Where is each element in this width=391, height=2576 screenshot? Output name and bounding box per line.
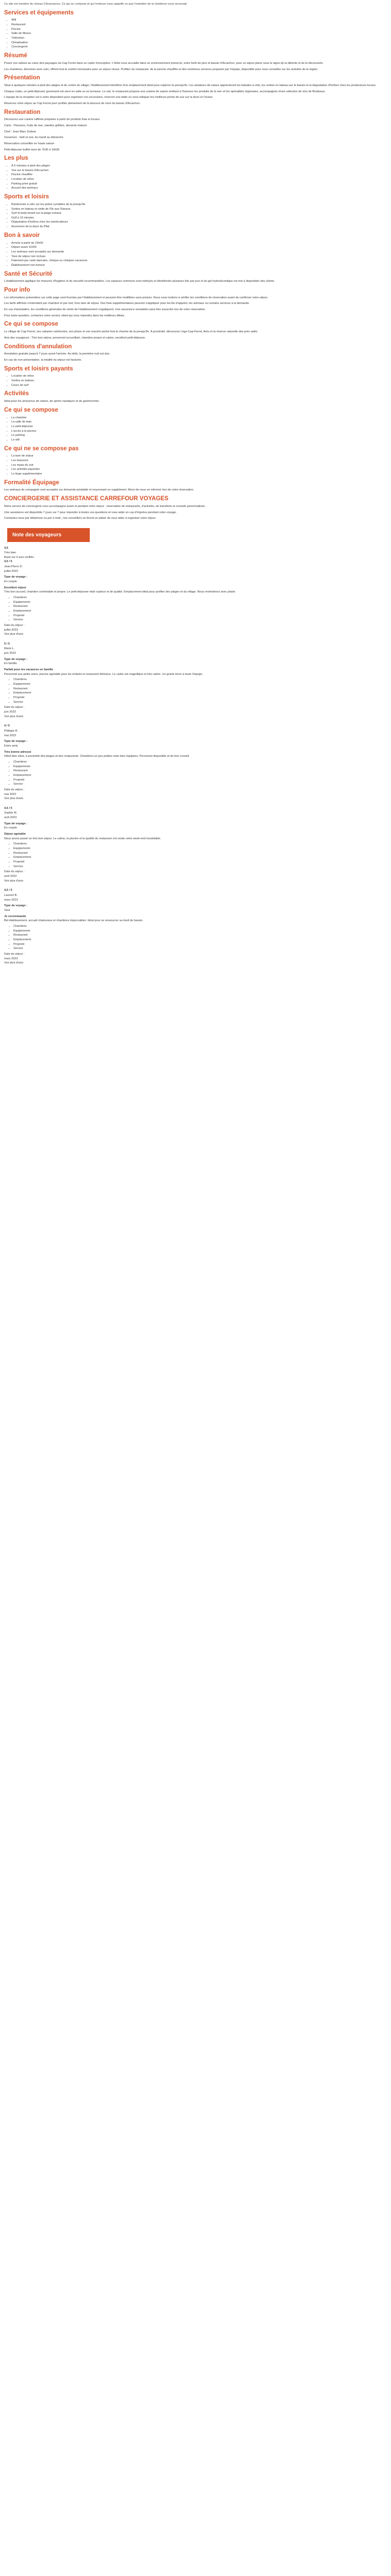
section-list — [4, 374, 387, 387]
section-paragraph: En cas d'annulation, les conditions générales de vente de l'établissement s'appliquent. Une assurance annulation peut être souscrite lors de votre réservation. — [4, 308, 206, 312]
section-title: CONCIERGERIE ET ASSISTANCE CARREFOUR VOYAGES — [4, 496, 169, 502]
review-criteria — [4, 842, 387, 869]
review-text: Très bon accueil, chambre confortable et propre. Le petit-déjeuner était copieux et de qualité. Emplacement idéal pour profiter des plages et du village. Nous reviendrons avec plaisir. — [4, 590, 236, 594]
review-criteria — [4, 924, 387, 951]
review-text: Nous avons passé un très bon séjour. Le calme, la piscine et la qualité du restaurant ont rendu notre week-end inoubliable. — [4, 837, 161, 840]
section-list-item: • Vue sur le bassin d'Arcachon — [11, 168, 387, 173]
section-title: Restauration — [4, 109, 41, 115]
section-paragraph: Contactez-nous par téléphone ou par e-mail ; nos conseillers se feront un plaisir de vous aider à organiser votre séjour. — [4, 517, 156, 520]
review-trip-type: Entre amis — [4, 744, 18, 748]
review — [4, 724, 387, 801]
section-list — [4, 202, 387, 229]
review-stay-date: mai 2023 — [4, 792, 17, 796]
review-text: Personnel aux petits soins, piscine agréable pour les enfants et restaurant délicieux. Le cadre est magnifique et très calme. Un grand merci à toute l'équipe. — [4, 672, 203, 676]
section-list-item: • Sorties en bateau — [11, 379, 387, 383]
review-stay-date: juillet 2023 — [4, 628, 18, 632]
section-list-item: • Conciergerie — [11, 45, 387, 49]
section-list-item: • La salle de bain — [11, 420, 387, 425]
section-list-item: • La taxe de séjour — [11, 454, 387, 459]
section-list-item: • Parking privé gratuit — [11, 182, 387, 187]
review-rating: 5 / 5 — [4, 642, 10, 646]
section-list-item: • Arrivée à partir de 15h00 — [11, 241, 387, 246]
section-paragraph: Carte : Poissons, fruits de mer, viandes grillées, desserts maison — [4, 124, 87, 128]
review-criterion: ▪ Chambres — [13, 924, 387, 929]
section-list-item: • Piscine — [11, 27, 387, 32]
review-author: Jean-Pierre D. — [4, 565, 23, 568]
section-paragraph: L'établissement applique les mesures d'hygiène et de sécurité recommandées. Les espaces communs sont nettoyés et désinfectés plusieurs fois par jour et du gel hydroalcoolique est mis à disposition des clients. — [4, 280, 275, 283]
review-criterion: ▪ Service — [13, 946, 387, 951]
section-list-item: • Départ avant 11h00 — [11, 245, 387, 250]
review-criterion: ▪ Emplacement — [13, 855, 387, 860]
review-more-link[interactable]: Voir plus d'avis — [4, 961, 24, 965]
review-stay-date: mars 2023 — [4, 957, 18, 960]
section-paragraph: Les chambres, décorées avec soin, offrent tout le confort nécessaire pour un séjour réussi. Profitez du restaurant, de la piscine chauffée et des nombreux services proposés par l'équipe, disponible pour vous conseiller sur les activités de la région. — [4, 67, 318, 71]
review-criterion: ▪ Restaurant — [13, 769, 387, 773]
review-title: Séjour agréable — [4, 833, 26, 836]
section-list-item: • Surf et body-board sur la plage océane — [11, 211, 387, 216]
review — [4, 642, 387, 719]
review-stay-date: avril 2023 — [4, 875, 17, 878]
section-list-item: • Wifi — [11, 18, 387, 23]
section-list-item: • Cours de surf — [11, 383, 387, 388]
section-title: Activités — [4, 391, 29, 397]
review-rating: 4,5 / 5 — [4, 560, 12, 564]
section-paragraph: Une assistance est disponible 7 jours sur 7 pour répondre à toutes vos questions et vous aider en cas d'imprévu pendant votre voyage. — [4, 511, 177, 514]
section-list-item: • Les animaux sont acceptés sur demande — [11, 250, 387, 255]
review-criterion: ▪ Propreté — [13, 778, 387, 783]
review-text: Hôtel bien situé, à proximité des plages et des restaurants. Chambres un peu petites mais bien équipées. Personnel disponible et de bon conseil. — [4, 755, 190, 758]
review-criteria — [4, 760, 387, 787]
section-list-item: • Restaurant — [11, 23, 387, 27]
section-paragraph: Découvrez une cuisine raffinée préparée à partir de produits frais et locaux. — [4, 118, 101, 122]
review-criterion: ▪ Restaurant — [13, 687, 387, 691]
review-trip-type: Seul — [4, 908, 10, 912]
review-author: Philippe R. — [4, 729, 19, 733]
section-paragraph: Les animaux de compagnie sont acceptés sur demande préalable et moyennant un supplément. Merci de nous en informer lors de votre réservation. — [4, 488, 194, 492]
review-more-link[interactable]: Voir plus d'avis — [4, 715, 24, 718]
review-author: Laurent B. — [4, 893, 18, 897]
review-more-link[interactable]: Voir plus d'avis — [4, 797, 24, 801]
section-paragraph: Chef : Jean-Marc Dubois — [4, 130, 36, 133]
section-paragraph: Idéal pour les amoureux de nature, de sports nautiques et de gastronomie. — [4, 400, 100, 403]
review-criterion: ▪ Équipements — [13, 682, 387, 687]
review-criterion: ▪ Restaurant — [13, 604, 387, 609]
section-list-item: • Golf à 15 minutes — [11, 216, 387, 221]
review-criterion: ▪ Emplacement — [13, 691, 387, 696]
section-list-item: • Piscine chauffée — [11, 173, 387, 177]
review-criterion: ▪ Service — [13, 700, 387, 705]
section-paragraph: Annulation gratuite jusqu'à 7 jours avant l'arrivée. Au-delà, la première nuit est due. — [4, 352, 110, 356]
section-paragraph: Les informations présentées sur cette page sont fournies par l'établissement et peuvent être modifiées sans préavis. Nous vous invitons à vérifier les conditions de réservation avant de confirmer votre séjour. — [4, 296, 268, 299]
section-list-item: • Établissement non-fumeur — [11, 263, 387, 268]
review-criterion: ▪ Chambres — [13, 596, 387, 600]
review-criterion: ▪ Chambres — [13, 760, 387, 765]
review-criterion: ▪ Restaurant — [13, 933, 387, 938]
review-date: juillet 2023 — [4, 569, 18, 573]
review-criteria — [4, 677, 387, 704]
review-criterion: ▪ Service — [13, 618, 387, 622]
section-paragraph: Avis des voyageurs : Très bon séjour, personnel accueillant, chambre propre et calme, excellent petit-déjeuner. — [4, 336, 146, 340]
section-list-item: • Location de vélos — [11, 374, 387, 379]
section-title: Les plus — [4, 155, 28, 162]
section-list-item: • À 5 minutes à pied des plages — [11, 164, 387, 168]
section-list — [4, 454, 387, 476]
notes-banner: Note des voyageurs — [7, 528, 90, 543]
review-text: Bel établissement, accueil chaleureux et chambres impeccables. Idéal pour se ressourcer au bord du bassin. — [4, 919, 143, 923]
review-title: Je recommande — [4, 914, 26, 918]
section-list-item: • Dégustation d'huîtres chez les ostréiculteurs — [11, 220, 387, 225]
section-list-item: • Accueil des animaux — [11, 186, 387, 191]
section-list-item: • Sorties en bateau et visite de l'île aux Oiseaux — [11, 207, 387, 212]
section-list-item: • Ascension de la dune du Pilat — [11, 225, 387, 229]
review-trip-label: Type de voyage : — [4, 904, 27, 908]
reviews-summary — [4, 546, 387, 560]
review-criterion: ▪ Équipements — [13, 765, 387, 769]
section-paragraph: L'équipe de la réception est à votre disposition pour organiser vos excursions, réserver une table ou vous indiquer les meilleurs points de vue sur la dune et l'océan. — [4, 96, 214, 99]
section-list-item: • Les activités payantes — [11, 467, 387, 472]
reviews-summary-rating: 4,5 — [4, 547, 8, 550]
section-list-item: • Salle de fitness — [11, 31, 387, 36]
review-trip-label: Type de voyage : — [4, 740, 27, 743]
review-criterion: ▪ Emplacement — [13, 773, 387, 778]
review-criterion: ▪ Emplacement — [13, 609, 387, 614]
review-author: Marie L. — [4, 647, 15, 651]
section-list-item: • Le wifi — [11, 438, 387, 443]
review-criterion: ▪ Propreté — [13, 860, 387, 865]
review — [4, 560, 387, 637]
review-criterion: ▪ Équipements — [13, 929, 387, 934]
reviews-summary-text: Basé sur 6 avis vérifiés — [4, 555, 34, 559]
review-criterion: ▪ Service — [13, 865, 387, 869]
review — [4, 888, 387, 965]
review-trip-type: En famille — [4, 662, 17, 666]
review-trip-label: Type de voyage : — [4, 575, 27, 579]
review-criterion: ▪ Chambres — [13, 677, 387, 682]
section-paragraph: Les tarifs affichés s'entendent par chambre et par nuit, hors taxe de séjour. Des frais supplémentaires peuvent s'appliquer pour les lits d'appoint, les animaux ou certains services à la demande. — [4, 302, 250, 306]
review-date: mai 2023 — [4, 734, 17, 737]
review-criterion: ▪ Chambres — [13, 842, 387, 846]
review-trip-label: Type de voyage : — [4, 657, 27, 661]
section-list — [4, 164, 387, 191]
section-title: Sports et loisirs payants — [4, 365, 73, 372]
review-stay-label: Date du séjour : — [4, 706, 25, 709]
section-list — [4, 416, 387, 443]
section-list-item: • Location de vélos — [11, 177, 387, 182]
review-stay-label: Date du séjour : — [4, 788, 25, 791]
review-criterion: ▪ Équipements — [13, 600, 387, 605]
section-title: Ce qui se compose — [4, 406, 58, 413]
sections — [4, 10, 387, 521]
review — [4, 806, 387, 884]
section-paragraph: Ouverture : midi et soir, du mardi au dimanche — [4, 136, 63, 140]
section-paragraph: En cas de non-présentation, la totalité du séjour est facturée. — [4, 358, 82, 362]
review-date: juin 2023 — [4, 652, 16, 655]
review-criteria — [4, 596, 387, 622]
section-title: Conditions d'annulation — [4, 343, 72, 350]
review-stay-label: Date du séjour : — [4, 870, 25, 874]
section-paragraph: Réservation conseillée en haute saison — [4, 142, 55, 145]
review-title: Excellent séjour — [4, 586, 26, 589]
section-paragraph: Petit-déjeuner buffet servi de 7h30 à 10h30 — [4, 148, 60, 151]
review-more-link[interactable]: Voir plus d'avis — [4, 633, 24, 636]
review-title: Parfait pour les vacances en famille — [4, 668, 53, 672]
section-list-item: • Le linge supplémentaire — [11, 472, 387, 477]
section-title: Résumé — [4, 53, 27, 59]
section-title: Formalité Équipage — [4, 479, 59, 486]
review-title: Très bonne adresse — [4, 750, 31, 754]
review-rating: 4 / 5 — [4, 724, 10, 728]
review-criterion: ▪ Emplacement — [13, 938, 387, 942]
review-trip-type: En couple — [4, 580, 17, 583]
review-date: mars 2023 — [4, 898, 18, 902]
section-list-item: • Taxe de séjour non incluse — [11, 255, 387, 259]
review-rating: 4,5 / 5 — [4, 889, 12, 892]
review-rating: 4,5 / 5 — [4, 806, 12, 810]
intro-text: Ce site est membre du réseau Clévacances. Ce qui se compose et qui l'entoure vous rappelle ce que l'entretien de la résidence vous reconnait. — [4, 3, 188, 6]
section-paragraph: Pour toute question, contactez notre service client qui vous répondra dans les meilleurs délais. — [4, 314, 125, 317]
section-list-item: • Climatisation — [11, 41, 387, 45]
reviews-summary-label: Très bien — [4, 551, 17, 555]
section-title: Services et équipements — [4, 9, 74, 16]
section-title: Ce qui ne se compose pas — [4, 445, 79, 452]
section-title: Santé et Sécurité — [4, 270, 53, 277]
section-list-item: • Le parking — [11, 433, 387, 438]
review-more-link[interactable]: Voir plus d'avis — [4, 879, 24, 883]
section-paragraph: Réservez votre séjour au Cap Ferret pour profiter pleinement de la douceur de vivre du bassin d'Arcachon. — [4, 101, 141, 105]
section-paragraph: Notre service de conciergerie vous accompagne avant et pendant votre séjour : réservation de restaurants, d'activités, de transferts et conseils personnalisés. — [4, 504, 206, 508]
review-stay-date: juin 2023 — [4, 710, 16, 714]
section-list-item: • Le petit-déjeuner — [11, 425, 387, 429]
reviews-list — [4, 560, 387, 965]
review-criterion: ▪ Équipements — [13, 846, 387, 851]
section-paragraph: Situé à quelques minutes à pied des plages et du centre du village, l'établissement bénéficie d'un emplacement idéal pour explorer la presqu'île. Les amateurs de nature apprécieront les balades à vélo, les sorties en bateau sur le bassin et la dégustation d'huîtres chez les producteurs locaux. — [4, 83, 377, 87]
review-trip-type: En couple — [4, 826, 17, 830]
review-stay-label: Date du séjour : — [4, 952, 25, 956]
review-criterion: ▪ Propreté — [13, 696, 387, 700]
section-list-item: • Les boissons — [11, 459, 387, 463]
review-date: avril 2023 — [4, 816, 17, 820]
section-list-item: • Télévision — [11, 36, 387, 41]
section-paragraph: Chaque matin, un petit-déjeuner gourmand est servi en salle ou en terrasse. Le soir, le restaurant propose une cuisine de saison mettant à l'honneur les produits de la mer et les spécialités régionales, accompagnés d'une sélection de vins de Bordeaux. — [4, 90, 326, 93]
section-list — [4, 18, 387, 49]
section-list-item: • La chambre — [11, 416, 387, 420]
section-list-item: • Randonnée à vélo sur les pistes cyclables de la presqu'île — [11, 202, 387, 207]
section-list-item: • Paiement par carte bancaire, chèque ou chèques vacances — [11, 259, 387, 263]
section-list-item: • L'accès à la piscine — [11, 429, 387, 434]
review-criterion: ▪ Propreté — [13, 614, 387, 618]
review-criterion: ▪ Service — [13, 782, 387, 787]
section-paragraph: Posez vos valises au cœur des paysages du Cap Ferret dans un cadre d'exception. L'hôtel vous accueille dans un environnement préservé, entre forêt de pins et bassin d'Arcachon, pour un séjour placé sous le signe de la détente et de la découverte. — [4, 61, 324, 65]
review-trip-label: Type de voyage : — [4, 822, 27, 825]
section-paragraph: Le village de Cap Ferret, ses cabanes ostréicoles, son phare et son marché animé font le charme de la presqu'île. À proximité, découvrez Lège-Cap-Ferret, Arès et la réserve naturelle des prés salés. — [4, 330, 258, 334]
section-title: Sports et loisirs — [4, 194, 49, 200]
section-list-item: • Les repas du soir — [11, 463, 387, 468]
section-title: Bon à savoir — [4, 232, 40, 239]
review-stay-label: Date du séjour : — [4, 623, 25, 627]
section-title: Pour info — [4, 286, 30, 293]
review-criterion: ▪ Propreté — [13, 942, 387, 947]
review-criterion: ▪ Restaurant — [13, 851, 387, 856]
section-title: Ce qui se compose — [4, 321, 58, 328]
review-author: Sophie M. — [4, 811, 18, 815]
section-list — [4, 241, 387, 268]
section-title: Présentation — [4, 75, 40, 81]
